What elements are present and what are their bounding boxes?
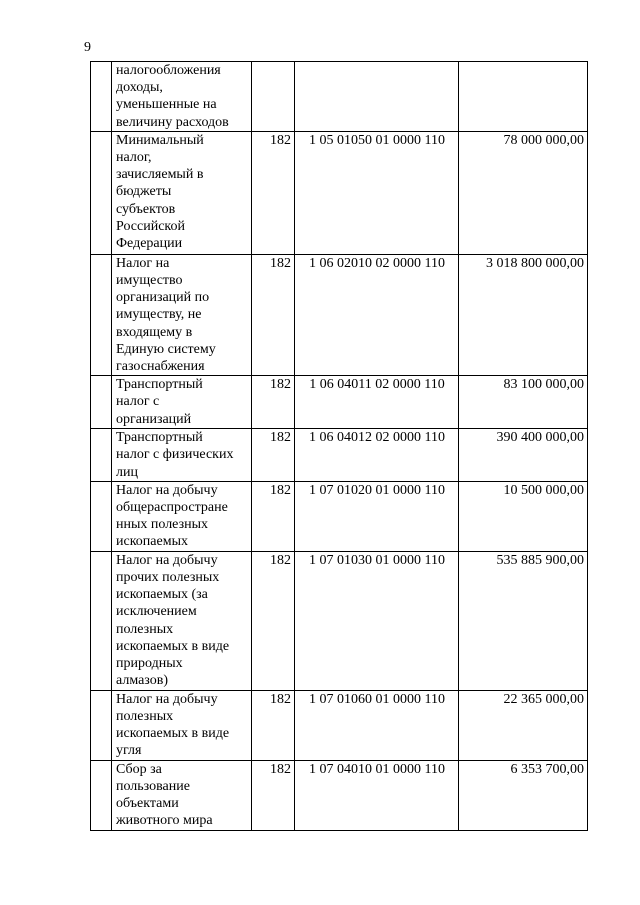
amount-cell: 3 018 800 000,00 [459, 254, 588, 375]
row-number-cell [91, 760, 112, 830]
table-row [91, 376, 588, 429]
revenue-name-cell: Транспортный налог с организаций [112, 376, 252, 429]
amount-cell: 10 500 000,00 [459, 481, 588, 551]
row-number-cell [91, 131, 112, 254]
revenue-name-cell: налогообложения доходы, уменьшенные на величину расходов [112, 62, 252, 132]
revenue-table [90, 61, 588, 831]
table-row [91, 429, 588, 482]
amount-cell: 78 000 000,00 [459, 131, 588, 254]
page-number: 9 [84, 40, 91, 55]
row-number-cell [91, 62, 112, 132]
table-row [91, 690, 588, 760]
amount-cell [459, 62, 588, 132]
row-number-cell [91, 551, 112, 690]
admin-code-cell [252, 62, 295, 132]
admin-code-cell: 182 [252, 481, 295, 551]
revenue-name-cell: Налог на добычу общераспростране нных полезных ископаемых [112, 481, 252, 551]
table-row [91, 131, 588, 254]
table-row [91, 481, 588, 551]
table-row [91, 254, 588, 375]
budget-classification-code-cell [295, 62, 459, 132]
budget-classification-code-cell: 1 07 01030 01 0000 110 [295, 551, 459, 690]
table-row [91, 62, 588, 132]
amount-cell: 6 353 700,00 [459, 760, 588, 830]
admin-code-cell: 182 [252, 429, 295, 482]
row-number-cell [91, 690, 112, 760]
amount-cell: 22 365 000,00 [459, 690, 588, 760]
row-number-cell [91, 429, 112, 482]
revenue-name-cell: Налог на имущество организаций по имуществу, не входящему в Единую систему газоснабжения [112, 254, 252, 375]
budget-classification-code-cell: 1 07 04010 01 0000 110 [295, 760, 459, 830]
row-number-cell [91, 254, 112, 375]
admin-code-cell: 182 [252, 760, 295, 830]
budget-classification-code-cell: 1 06 04012 02 0000 110 [295, 429, 459, 482]
amount-cell: 535 885 900,00 [459, 551, 588, 690]
admin-code-cell: 182 [252, 376, 295, 429]
table-row [91, 551, 588, 690]
table-row [91, 760, 588, 830]
budget-classification-code-cell: 1 06 02010 02 0000 110 [295, 254, 459, 375]
revenue-name-cell: Сбор за пользование объектами животного мира [112, 760, 252, 830]
row-number-cell [91, 376, 112, 429]
revenue-name-cell: Транспортный налог с физических лиц [112, 429, 252, 482]
revenue-name-cell: Налог на добычу прочих полезных ископаемых (за исключением полезных ископаемых в виде природных алмазов) [112, 551, 252, 690]
row-number-cell [91, 481, 112, 551]
budget-classification-code-cell: 1 05 01050 01 0000 110 [295, 131, 459, 254]
budget-classification-code-cell: 1 07 01060 01 0000 110 [295, 690, 459, 760]
admin-code-cell: 182 [252, 690, 295, 760]
admin-code-cell: 182 [252, 131, 295, 254]
admin-code-cell: 182 [252, 254, 295, 375]
admin-code-cell: 182 [252, 551, 295, 690]
amount-cell: 390 400 000,00 [459, 429, 588, 482]
budget-classification-code-cell: 1 06 04011 02 0000 110 [295, 376, 459, 429]
revenue-name-cell: Налог на добычу полезных ископаемых в виде угля [112, 690, 252, 760]
amount-cell: 83 100 000,00 [459, 376, 588, 429]
budget-classification-code-cell: 1 07 01020 01 0000 110 [295, 481, 459, 551]
revenue-name-cell: Минимальный налог, зачисляемый в бюджеты субъектов Российской Федерации [112, 131, 252, 254]
